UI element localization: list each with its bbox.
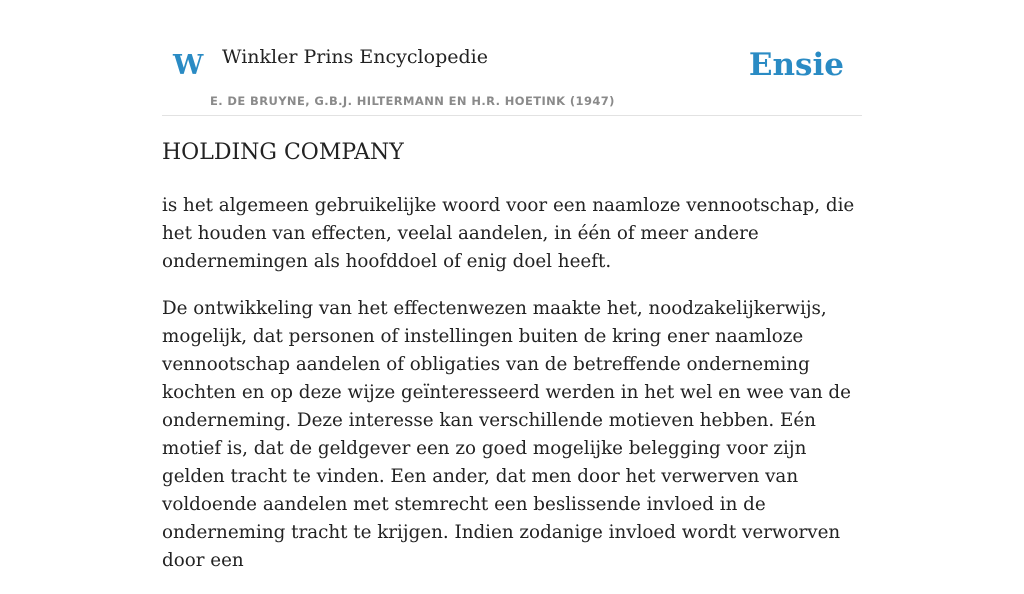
source-header [162, 0, 862, 116]
page-container [162, 0, 862, 571]
source-title[interactable]: Winkler Prins Encyclopedie [222, 46, 488, 68]
source-logo-icon[interactable]: W [173, 50, 204, 81]
entry-paragraph: is het algemeen gebruikelijke woord voor een naamloze vennootschap, die het houden van effecten, veelal aandelen, in één of meer andere ondernemingen als hoofddoel of enig doel heeft. [162, 195, 855, 272]
ensie-logo[interactable]: Ensie [748, 47, 844, 83]
source-authors: E. DE BRUYNE, G.B.J. HILTERMANN EN H.R. HOETINK (1947) [210, 94, 615, 108]
entry-paragraph: De ontwikkeling van het effectenwezen maakte het, noodzakelijkerwijs, mogelijk, dat personen of instellingen buiten de kring ener naamloze vennootschap aandelen of obligaties van de betreffende onderneming kochten en op deze wijze geïnteresseerd werden in het wel en wee van de onderneming. Deze interesse kan verschillende motieven hebben. Eén motief is, dat de geldgever een zo goed mogelijke belegging voor zijn gelden tracht te vinden. Een ander, dat men door het verwerven van voldoende aandelen met stemrecht een beslissende invloed in de onderneming tracht te krijgen. Indien zodanige invloed wordt verworven door een [162, 298, 851, 571]
entry-body [162, 192, 862, 594]
entry-title: HOLDING COMPANY [162, 140, 404, 165]
